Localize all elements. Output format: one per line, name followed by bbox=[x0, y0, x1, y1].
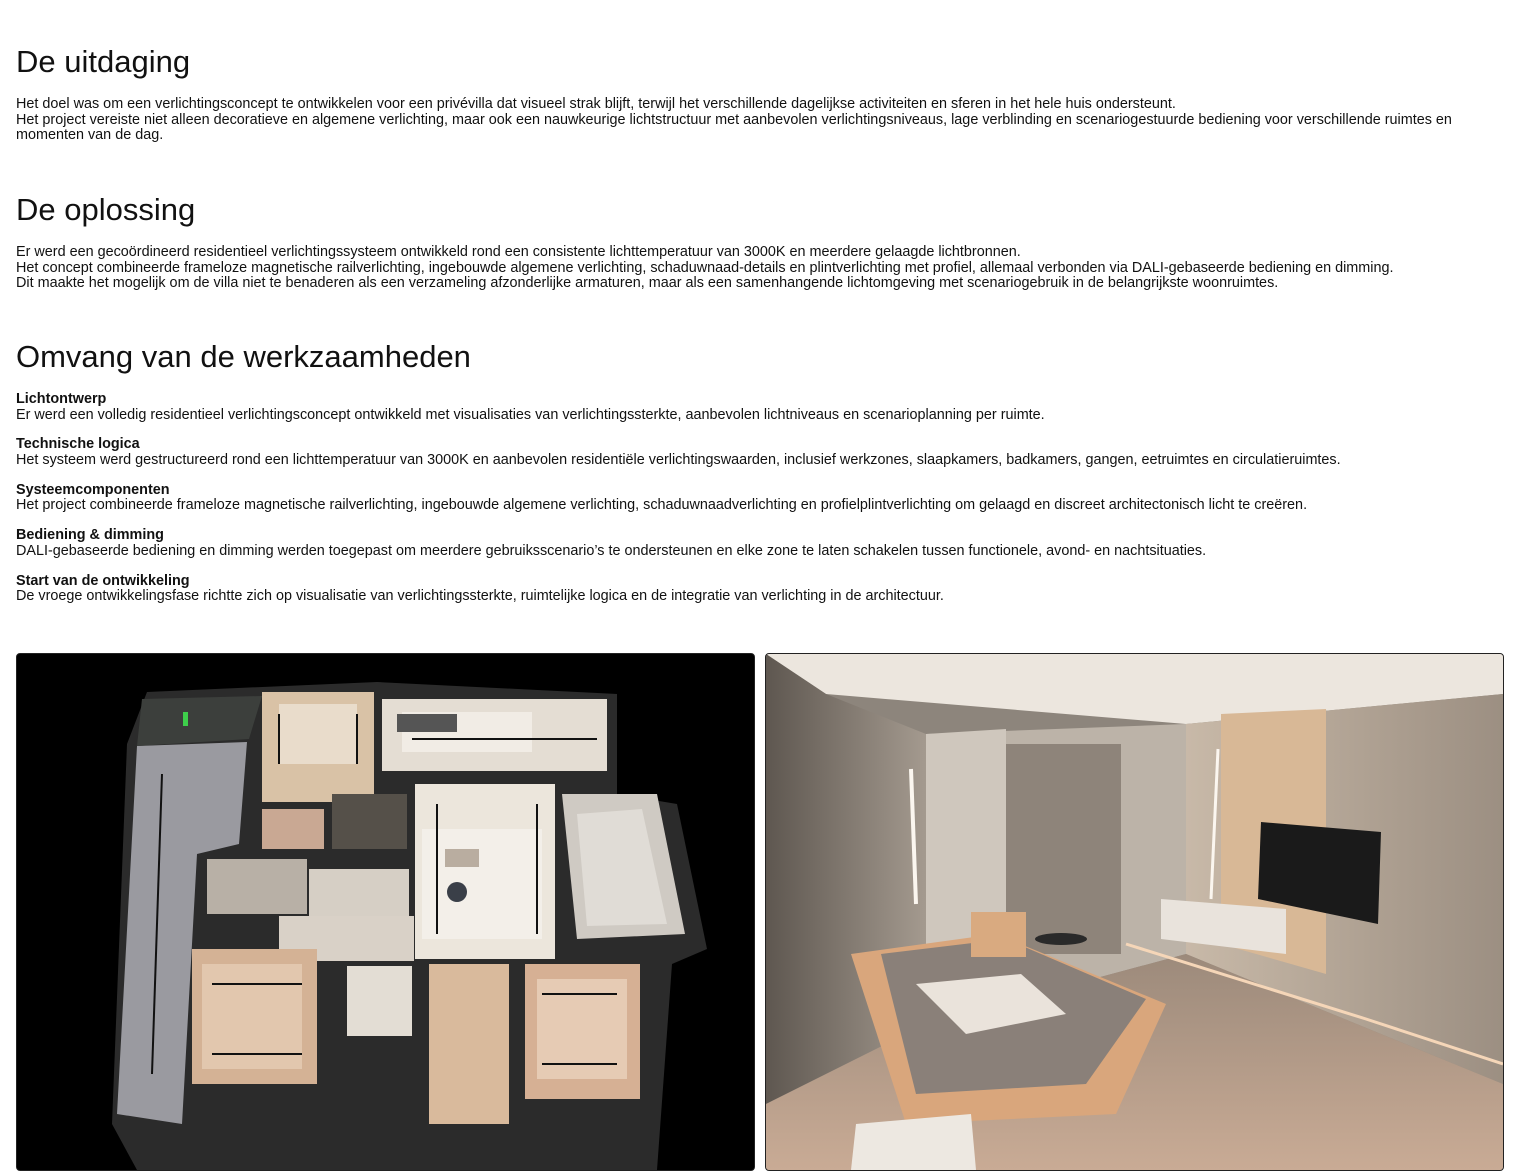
bedroom-illustration bbox=[766, 654, 1503, 1170]
paragraph-line: Het project vereiste niet alleen decoratieve en algemene verlichting, maar ook een nauwkeurige lichtstructuur met aanbevolen verlichtingsniveaus, lage verblinding en scenariogestuurde bediening voor verschillende ruimtes en momenten van de dag. bbox=[16, 111, 1452, 144]
scope-list bbox=[16, 392, 1504, 619]
paragraph-line: Het doel was om een verlichtingsconcept te ontwikkelen voor een privévilla dat visueel strak blijft, terwijl het verschillende dagelijkse activiteiten en sferen in het hele huis ondersteunt. bbox=[16, 96, 1176, 112]
scope-item-heading: Lichtontwerp bbox=[16, 391, 107, 407]
paragraph-line: Dit maakte het mogelijk om de villa niet te benaderen als een verzameling afzonderlijke armaturen, maar als een samenhangende lichtomgeving met scenariogebruik in de belangrijkste woonruimtes. bbox=[16, 275, 1279, 292]
scope-item-text: Er werd een volledig residentieel verlichtingsconcept ontwikkeld met visualisaties van verlichtingssterkte, aanbevolen lichtniveaus en scenarioplanning per ruimte. bbox=[16, 406, 1045, 423]
floor-plan-render-image bbox=[16, 653, 755, 1171]
section-title-solution: De oplossing bbox=[16, 192, 196, 227]
section-text-challenge bbox=[16, 97, 1504, 144]
section-title-scope: Omvang van de werkzaamheden bbox=[16, 339, 471, 374]
scope-item-heading: Technische logica bbox=[16, 436, 140, 453]
floor-plan-illustration bbox=[17, 654, 754, 1170]
section-title-challenge: De uitdaging bbox=[16, 44, 191, 79]
scope-item-text: Het systeem werd gestructureerd rond een lichttemperatuur van 3000K en aanbevolen residentiële verlichtingswaarden, inclusief werkzones, slaapkamers, badkamers, gangen, eetruimtes en circulatieruimtes. bbox=[16, 451, 1341, 468]
scope-item-systeemcomponenten bbox=[16, 483, 1504, 514]
scope-item-heading: Start van de ontwikkeling bbox=[16, 572, 190, 589]
scope-item-lichtontwerp bbox=[16, 392, 1504, 423]
scope-item-technische-logica bbox=[16, 437, 1504, 468]
section-text-solution bbox=[16, 245, 1504, 292]
scope-item-heading: Bediening & dimming bbox=[16, 527, 164, 544]
scope-item-text: DALI-gebaseerde bediening en dimming werden toegepast om meerdere gebruiksscenario’s te ondersteunen en elke zone te laten schakelen tussen functionele, avond- en nachtsituaties. bbox=[16, 542, 1207, 559]
scope-item-text: Het project combineerde frameloze magnetische railverlichting, ingebouwde algemene verlichting, schaduwnaadverlichting en profielplintverlichting om gelaagd en discreet architectonisch licht te creëren. bbox=[16, 497, 1308, 514]
bedroom-render-image bbox=[765, 653, 1504, 1171]
paragraph-line: Er werd een gecoördineerd residentieel verlichtingssysteem ontwikkeld rond een consistente lichttemperatuur van 3000K en meerdere gelaagde lichtbronnen. bbox=[16, 244, 1021, 260]
scope-item-heading: Systeemcomponenten bbox=[16, 481, 170, 498]
scope-item-text: De vroege ontwikkelingsfase richtte zich op visualisatie van verlichtingssterkte, ruimtelijke logica en de integratie van verlichting in de architectuur. bbox=[16, 588, 944, 605]
scope-item-start-ontwikkeling bbox=[16, 574, 1504, 605]
scope-item-bediening-dimming bbox=[16, 528, 1504, 559]
paragraph-line: Het concept combineerde frameloze magnetische railverlichting, ingebouwde algemene verlichting, schaduwnaad-details en plintverlichting met profiel, allemaal verbonden via DALI-gebaseerde bediening en dimming. bbox=[16, 259, 1394, 276]
